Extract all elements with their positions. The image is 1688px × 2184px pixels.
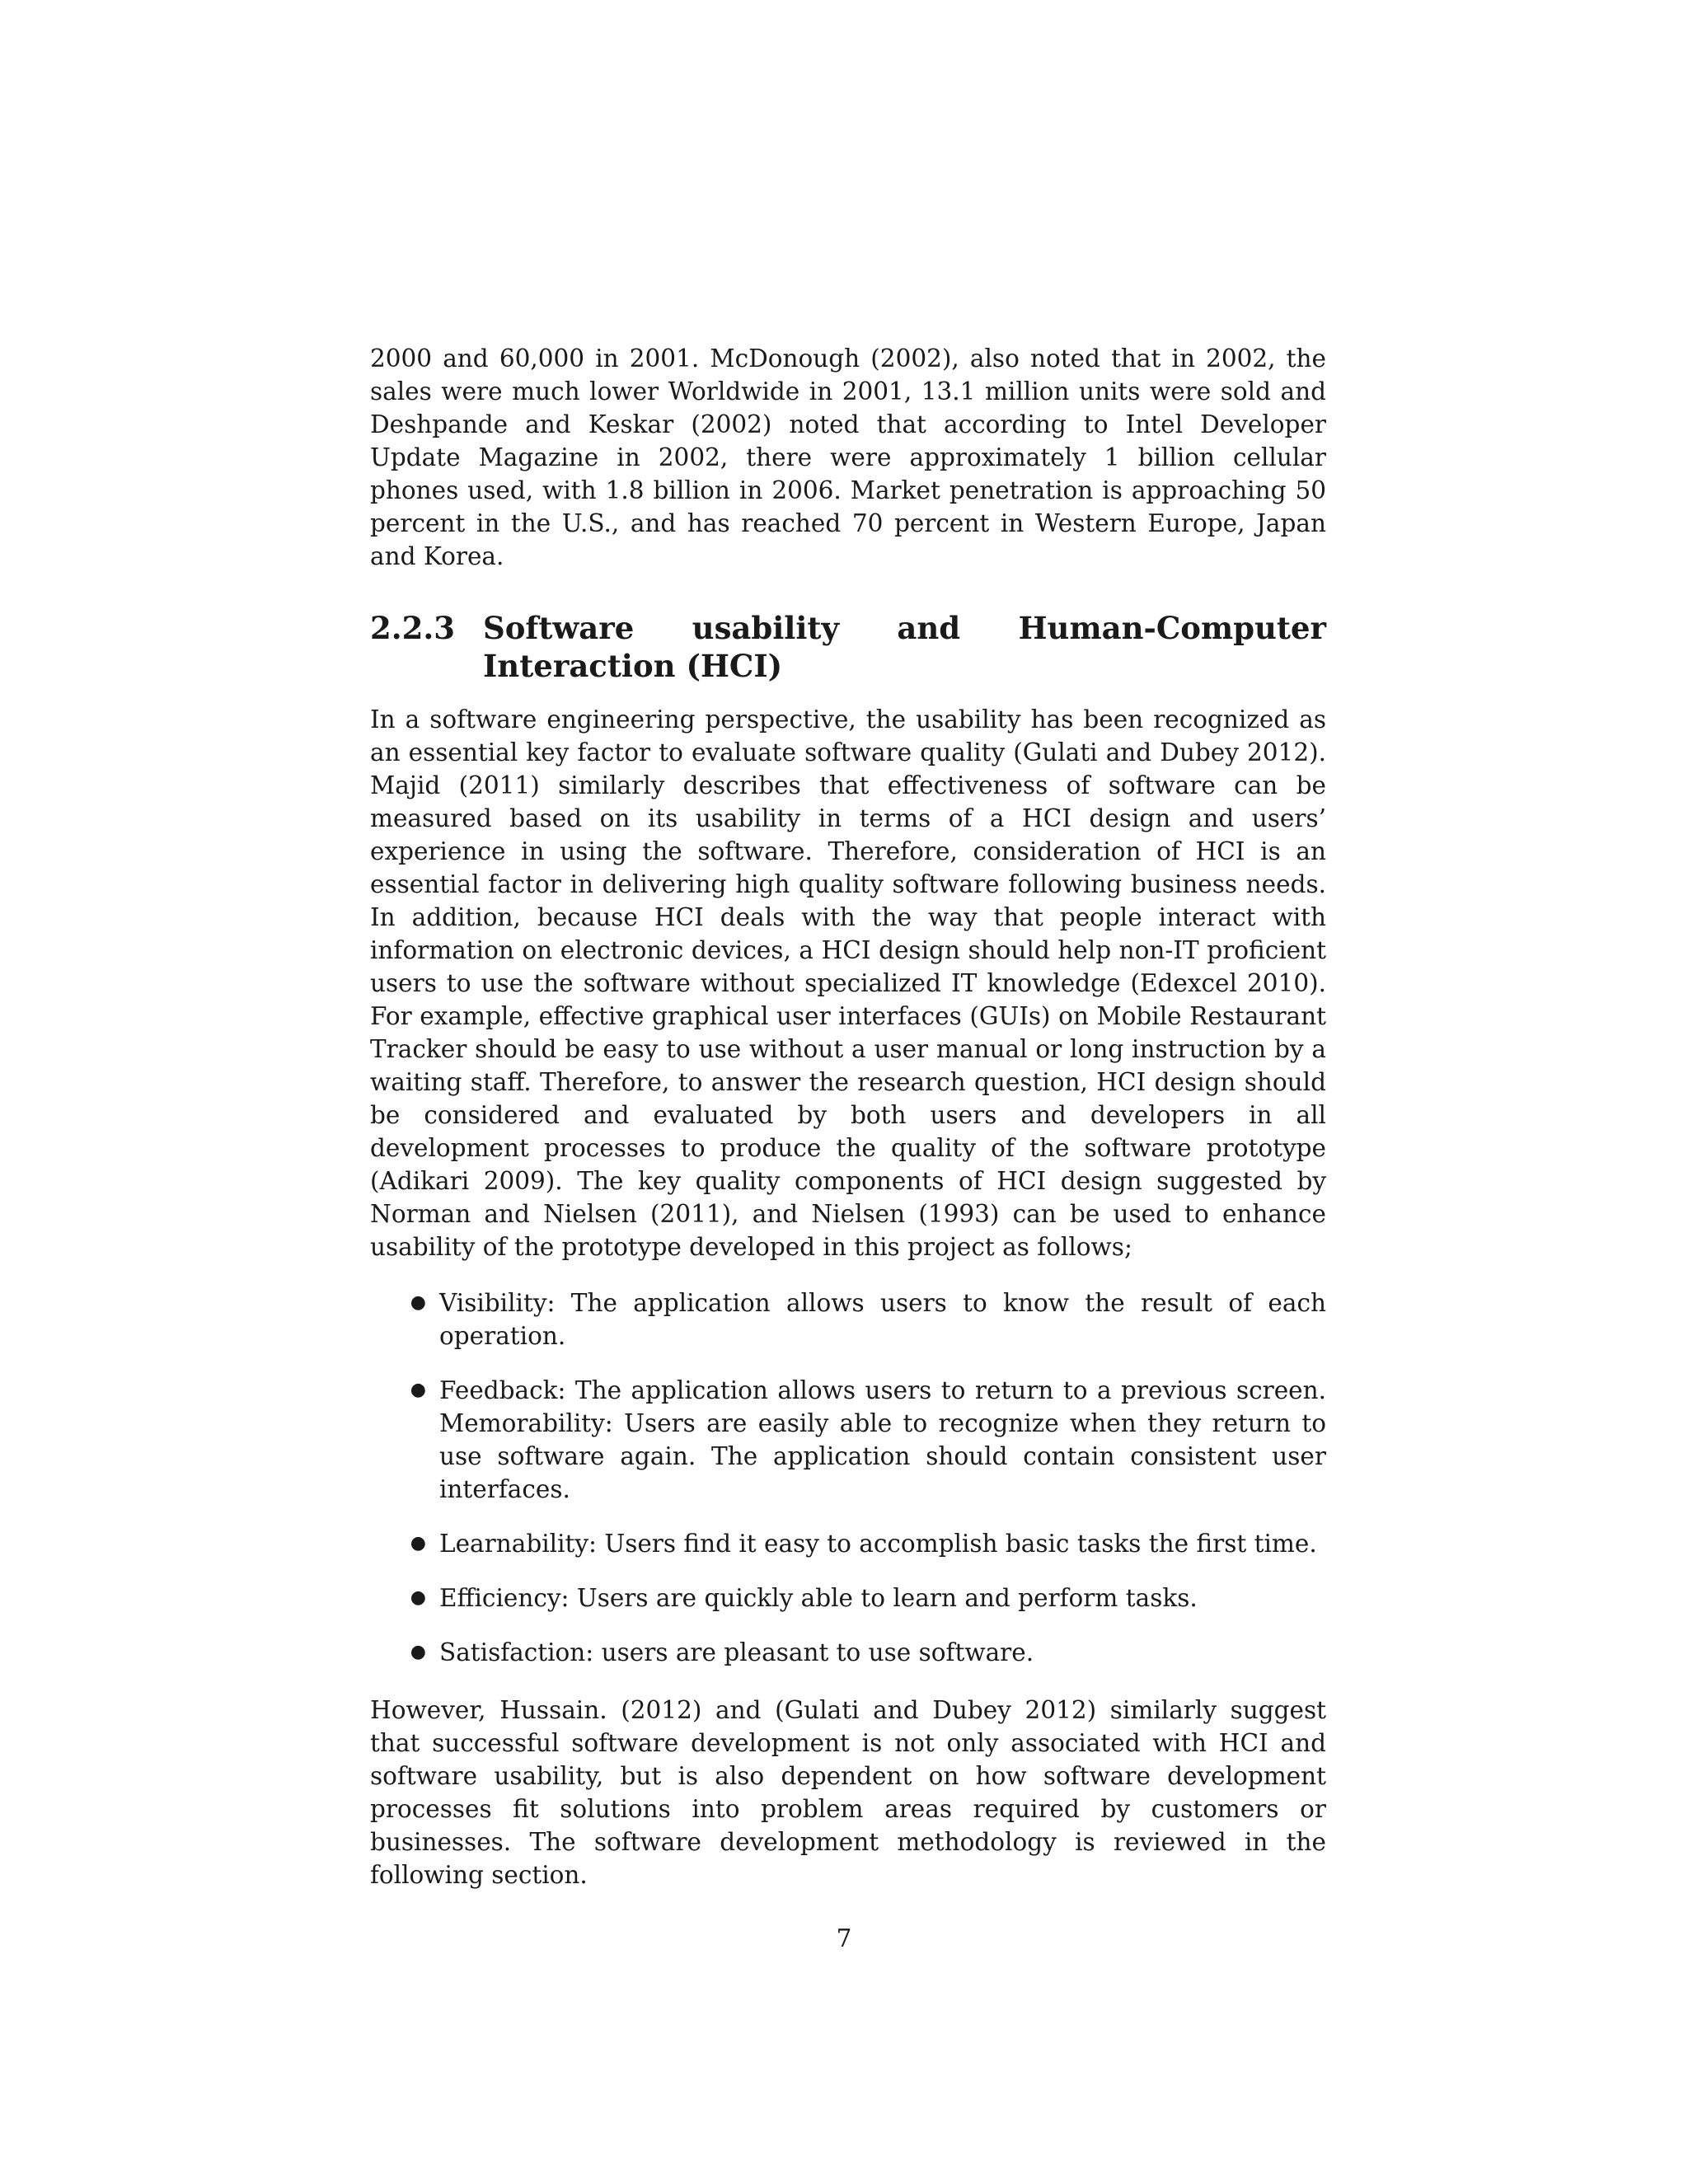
list-item (370, 1582, 1326, 1615)
list-item-text: Feedback: The application allows users to return to a previous screen. Memorability: Users are easily able to recognize when they return to use software again. The application should contain consistent user interfaces. (439, 1376, 1326, 1503)
list-item (370, 1527, 1326, 1560)
list-item-text: Satisfaction: users are pleasant to use software. (439, 1638, 1034, 1666)
list-item (370, 1636, 1326, 1669)
bullet-icon: ● (410, 1587, 426, 1608)
list-item-text: Efficiency: Users are quickly able to learn and perform tasks. (439, 1584, 1198, 1612)
closing-paragraph: However, Hussain. (2012) and (Gulati and Dubey 2012) similarly suggest that successful software development is not only associated with HCI and software usability, but is also dependent on how software development processes fit solutions into problem areas required by customers or businesses. The software development methodology is reviewed in the following section. (370, 1696, 1326, 1889)
page-content (370, 342, 1326, 1891)
list-item (370, 1286, 1326, 1352)
bullet-list (370, 1286, 1326, 1669)
section-title: Software usability and Human-Computer Interaction (HCI) (483, 610, 1326, 684)
page-number: 7 (836, 1924, 852, 1952)
list-item-text: Visibility: The application allows users to know the result of each operation. (439, 1289, 1326, 1350)
section-heading (370, 609, 1326, 685)
bullet-icon: ● (410, 1380, 426, 1400)
bullet-icon: ● (410, 1533, 426, 1554)
body-paragraph: In a software engineering perspective, the usability has been recognized as an essential key factor to evaluate software quality (Gulati and Dubey 2012). Majid (2011) similarly describes that effectiveness of software can be measured based on its usability in terms of a HCI design and users’ experience in using the software. Therefore, consideration of HCI is an essential factor in delivering high quality software following business needs. In addition, because HCI deals with the way that people interact with information on electronic devices, a HCI design should help non-IT proficient users to use the software without specialized IT knowledge (Edexcel 2010). For example, effective graphical user interfaces (GUIs) on Mobile Restaurant Tracker should be easy to use without a user manual or long instruction by a waiting staff. Therefore, to answer the research question, HCI design should be considered and evaluated by both users and developers in all development processes to produce the quality of the software prototype (Adikari 2009). The key quality components of HCI design suggested by Norman and Nielsen (2011), and Nielsen (1993) can be used to enhance usability of the prototype developed in this project as follows; (370, 705, 1326, 1261)
bullet-icon: ● (410, 1292, 426, 1313)
list-item (370, 1374, 1326, 1506)
list-item-text: Learnability: Users find it easy to accomplish basic tasks the first time. (439, 1530, 1317, 1558)
bullet-icon: ● (410, 1642, 426, 1662)
intro-paragraph: 2000 and 60,000 in 2001. McDonough (2002), also noted that in 2002, the sales were much lower Worldwide in 2001, 13.1 million units were sold and Deshpande and Keskar (2002) noted that according to Intel Developer Update Magazine in 2002, there were approximately 1 billion cellular phones used, with 1.8 billion in 2006. Market penetration is approaching 50 percent in the U.S., and has reached 70 percent in Western Europe, Japan and Korea. (370, 344, 1326, 570)
section-number: 2.2.3 (370, 610, 455, 646)
